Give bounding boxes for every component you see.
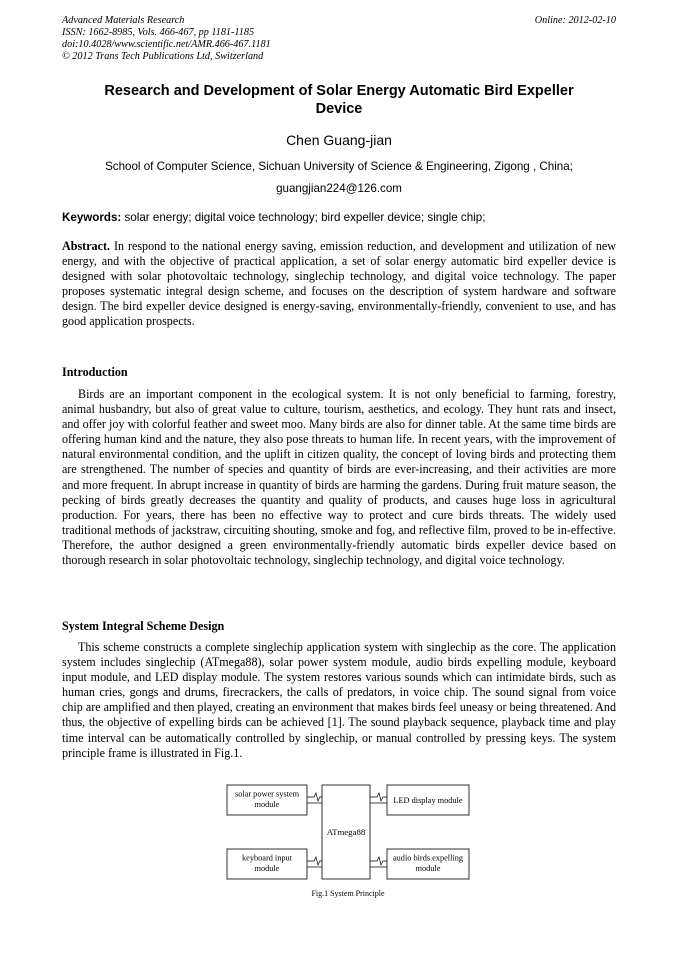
abstract-text: In respond to the national energy saving, emission reduction, and development and utilization of new energy, and with the objective of practical application, a set of solar energy automatic bird expeller device is designed with solar photovoltaic technology, singlechip technology, and digital voice technology. The paper proposes systematic integral design scheme, and focuses on the description of system hardware and software design. The bird expeller device designed is energy-saving, environmentally-friendly, convenient to use, and has good application prospects. xyxy=(62,239,616,329)
led-label: LED display module xyxy=(393,796,463,805)
affiliation: School of Computer Science, Sichuan University of Science & Engineering, Zigong , China; xyxy=(105,160,573,173)
solar-label-2: module xyxy=(254,800,280,809)
solar-label-1: solar power system xyxy=(234,789,300,799)
copyright-line: © 2012 Trans Tech Publications Ltd, Switzerland xyxy=(62,51,264,62)
abstract-label: Abstract. xyxy=(62,239,111,253)
mcu-label: ATmega88 xyxy=(326,827,366,837)
keywords-text: solar energy; digital voice technology; bird expeller device; single chip; xyxy=(124,211,486,224)
system-paragraph: This scheme constructs a complete singlechip application system with singlechip as the core. The application system includes singlechip (ATmega88), solar power system module, audio birds expelling module, keyboard input module, and LED display module. The system restores various sounds which can intimidate birds, such as human cries, gongs and drums, firecrackers, the calls of predators, in voice chip. The sound signal from voice chip are amplified and then played, creating an environment that makes birds feel uneasy or being threatened. And thus, the objective of expelling birds can be achieved [1]. The sound playback sequence, playback time and play time interval can be automatically controlled by singlechip, or manual controlled by pressing keys. The system principle frame is illustrated in Fig.1. xyxy=(62,640,616,760)
online-date: Online: 2012-02-10 xyxy=(534,15,616,26)
abstract xyxy=(62,239,616,330)
title-line-2: Device xyxy=(315,101,363,117)
keywords-label: Keywords: xyxy=(62,211,122,224)
intro-paragraph: Birds are an important component in the ecological system. It is not only beneficial to farming, forestry, animal husbandry, but also of great value to culture, tourism, aesthetics, and ecology. They hunt rats and insect, and offer joy with colorful feather and sweet moo. Many birds are also for dinner table. At the same time birds are offering human kind and the nature, they also pose threats to human life. In recent years, with the improvement of natural environmental condition, and the uplift in citizen quality, the concept of loving birds and protecting them are strengthened. The number of species and quantity of birds are ever-increasing, and their activities are more and more frequent. In abrupt increase in quantity of birds are harming the gardens. During fruit mature season, the pecking of birds greatly decreases the quantity and quality of products, and causes huge loss in agricultural production. For years, there has been no effective way to protect and cure birds threats. The widely used traditional methods of jackstraw, circuiting shouting, smoke and fog, and reflective film, proved to be in-effective. Therefore, the author designed a green environmentally-friendly automatic birds expeller device based on thorough research in solar photovoltaic technology, singlechip technology, and digital voice technology. xyxy=(62,387,616,568)
audio-label-1: audio birds expelling xyxy=(392,853,464,863)
doi-line: doi:10.4028/www.scientific.net/AMR.466-467.1181 xyxy=(62,39,271,50)
keyboard-label-1: keyboard input xyxy=(241,853,293,863)
issn-line: ISSN: 1662-8985, Vols. 466-467, pp 1181-1185 xyxy=(62,27,255,38)
email: guangjian224@126.com xyxy=(276,182,402,195)
system-heading: System Integral Scheme Design xyxy=(62,619,225,633)
keyboard-to-mcu-bus xyxy=(307,857,322,865)
title-line-1: Research and Development of Solar Energy Automatic Bird Expeller xyxy=(104,83,574,99)
keyboard-label-2: module xyxy=(254,864,280,873)
mcu-to-audio-bus xyxy=(370,857,387,865)
solar-to-mcu-bus xyxy=(307,793,322,801)
system-principle-diagram xyxy=(225,783,471,901)
keywords xyxy=(62,211,616,224)
affiliation-block xyxy=(62,156,616,200)
author-name: Chen Guang-jian xyxy=(286,132,392,148)
audio-label-2: module xyxy=(415,864,441,873)
figure-caption: Fig.1 System Principle xyxy=(311,889,385,898)
journal-name: Advanced Materials Research xyxy=(62,15,185,26)
intro-heading: Introduction xyxy=(62,365,128,379)
paper-title xyxy=(62,82,616,118)
journal-header xyxy=(62,15,271,63)
mcu-to-led-bus xyxy=(370,793,387,801)
